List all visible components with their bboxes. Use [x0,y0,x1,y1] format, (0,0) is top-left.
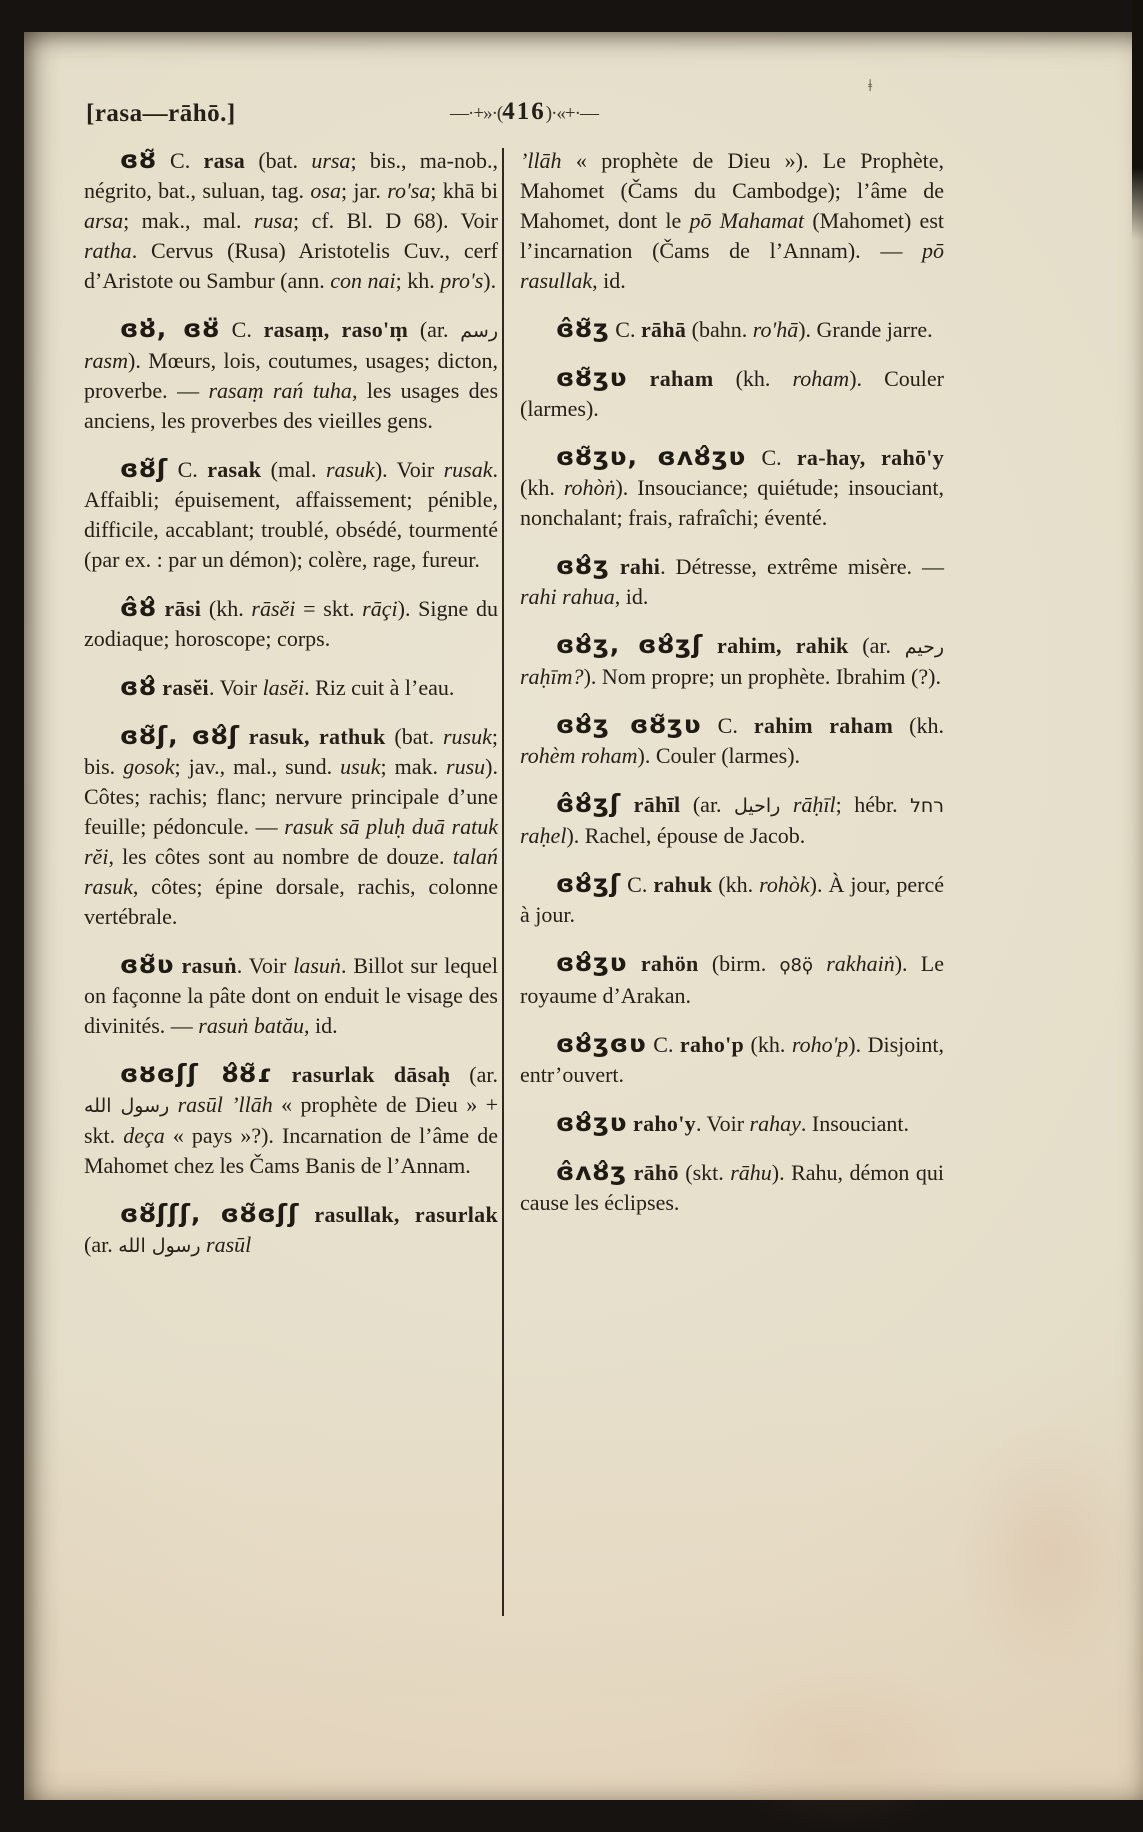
cham-script: ɞȣ̂ʒ [556,551,610,580]
page-stain [714,1662,974,1832]
dictionary-entry [84,594,498,654]
foreign-term: rusuk [443,724,492,749]
cham-script: ɞȣ̂ʒʋ [556,1108,628,1137]
definition-text: « pays »?). Incarnation de l’âme de Mahomet chez les Čams Banis de l’Annam. [84,1123,498,1178]
dictionary-entry [84,722,498,932]
left-column [84,146,498,1280]
foreign-term: rāsĕi [251,596,296,621]
headword: raham [649,366,714,391]
arabic-script: رسم [460,320,498,342]
foreign-term: rohèm roham [520,743,638,768]
definition-text: ). Rahu, démon qui cause les éclipses. [520,1160,944,1215]
foreign-term: rakhaiṅ [826,951,895,976]
photo-edge-shadow [1132,0,1143,240]
headword: raho'y [633,1111,696,1136]
page-number-ornament [374,98,674,126]
definition-text: ; bis., ma-nob., négrito, bat., suluan, tag. [84,148,498,203]
definition-text: ; hébr. [835,792,911,817]
column-divider-rule [502,148,504,1616]
definition-text: . Voir [695,1111,750,1136]
dictionary-entry [520,870,944,930]
foreign-term: lasuṅ [293,953,341,978]
headword: rahön [640,951,699,976]
dictionary-entry [520,790,944,851]
definition-text: , id. [592,268,626,293]
foreign-term: roho'p [791,1032,849,1057]
definition-text: (ar. [450,1062,498,1087]
dictionary-entry [84,673,498,703]
foreign-term: arsa [84,208,124,233]
definition-text: C. [646,1032,680,1057]
definition-text: ). Insouciance; quiétude; insouciant, nonchalant; frais, rafraîchi; éventé. [520,475,944,530]
definition-text: C. [701,713,754,738]
foreign-term: rasūl [206,1232,252,1257]
ornament-left: —·+»·( [450,103,503,124]
definition-text: (ar. [84,1232,119,1257]
definition-text [703,633,717,658]
foreign-term: rasūl ’llāh [177,1092,273,1117]
definition-text: . Cervus (Rusa) Aristotelis Cuv., cerf d’Aristote ou Sambur (ann. [84,238,498,293]
headword: ra-hay, rahō'y [796,445,944,470]
headword: rasa [203,148,246,173]
definition-text: ; mak., mal. [123,208,254,233]
definition-text: C. [168,457,208,482]
definition-text: ). Côtes; rachis; flanc; nervure principale d’une feuille; pédoncule. — [84,754,498,839]
definition-text: ; kh. [395,268,441,293]
definition-text: (bat. [385,724,443,749]
definition-text: , id. [614,584,649,609]
headword: rāhō [633,1160,679,1185]
headword: rasuk, rathuk [248,724,386,749]
definition-text: C. [219,317,264,342]
book-page [24,32,1143,1800]
cham-script: ɞȣ̃ʋ [120,950,175,979]
foreign-term: rahi rahua [520,584,615,609]
foreign-term: deça [123,1123,165,1148]
dictionary-entry [520,949,944,1011]
cham-script: ɞȣ̃ [120,145,157,174]
cham-script: ɞ̂ȣ̂ [120,593,157,622]
arabic-script: رحيم [904,636,945,658]
foreign-term: ro'sa [387,178,431,203]
foreign-term: rohòk [759,872,810,897]
dictionary-entry [520,1109,944,1139]
definition-text: ). Le royaume d’Arakan. [520,951,945,1008]
definition-text: ; mak. [380,754,447,779]
foreign-term: rasaṃ rań tuha [208,378,352,403]
foreign-term: rohòṅ [563,475,616,500]
definition-text: ). Nom propre; un prophète. Ibrahim (?). [583,664,941,689]
dictionary-entry [520,146,944,296]
hebrew-script: רחל [910,795,945,817]
definition-text: (kh. [520,475,564,500]
definition-text: . Voir [208,675,263,700]
definition-text [299,1202,314,1227]
definition-text: (kh. [893,713,944,738]
foreign-term: rusa [253,208,294,233]
headword: rasĕi [162,675,209,700]
definition-text [628,366,650,391]
foreign-term: lasĕi [262,675,305,700]
cham-script: ɞȣ̂ʒɞʋ [556,1029,647,1058]
foreign-term: roham [792,366,850,391]
dictionary-entry [84,1060,498,1181]
cham-script: ɞȣɞʃʃ ȣ̂ȣ̃ɾ [120,1059,273,1088]
definition-text: ). Disjoint, entr’ouvert. [520,1032,944,1087]
definition-text: = skt. [295,596,363,621]
foreign-term: raḥīm? [520,664,584,689]
foreign-term: pō Mahamat [689,208,805,233]
definition-text [610,554,620,579]
definition-text: ; khā bi [430,178,498,203]
definition-text: . Insouciant. [800,1111,910,1136]
foreign-term: rāḥīl [792,792,836,817]
cham-script: ɞȣ̃ʃ [120,454,169,483]
dictionary-entry [520,631,944,692]
definition-text: (ar. [408,317,461,342]
definition-text: (kh. [713,366,793,391]
foreign-term: talań rasuk [84,844,498,899]
headword: rāhīl [633,792,681,817]
cham-script: ɞ̂ȣ̂ʒʃ [556,789,622,818]
page-stain [954,1422,1143,1682]
cham-script: ɞȣ̂ʒ ɞȣ̃ʒʋ [556,710,702,739]
definition-text: ). Voir [374,457,444,482]
definition-text: ). Signe du zodiaque; horoscope; corps. [84,596,499,651]
definition-text: (kh. [712,872,760,897]
definition-text: ; bis. [84,724,499,779]
headword: rāhā [640,317,687,342]
cham-script: ɞȣ̇, ɞȣ̈ [120,314,220,343]
arabic-script: رسول الله [118,1235,201,1257]
headword: rasurlak dāsaḥ [291,1062,451,1087]
definition-text: « prophète de Dieu »). Le Prophète, Mahomet (Čams du Cambodge); l’âme de Mahomet, dont le [520,148,944,233]
headword: rahim, rahik [717,633,849,658]
headword: rasaṃ, raso'ṃ [263,317,409,342]
definition-text: . Riz cuit à l’eau. [304,675,455,700]
dictionary-entry [84,951,498,1041]
headword: rasuṅ [181,953,237,978]
ornament-right: )·«+·— [545,103,598,124]
foreign-term: osa [310,178,341,203]
definition-text: (bahn. [686,317,753,342]
definition-text: ). Couler (larmes). [637,743,801,768]
definition-text: ). [483,268,497,293]
cham-script: ɞȣ̃ʒʋ, ɞʌȣ̂ʒʋ [556,442,747,471]
definition-text: (kh. [744,1032,792,1057]
definition-text [813,951,826,976]
definition-text [157,596,165,621]
headword: raho'p [679,1032,745,1057]
definition-text: ; jav., mal., sund. [174,754,341,779]
dictionary-entry [520,552,944,612]
foreign-term: ratha [84,238,132,263]
cham-script: ɞ̂ʌȣ̂ʒ [556,1157,628,1186]
definition-text: . Billot sur lequel on façonne la pâte dont on enduit le visage des divinités. — [84,953,499,1038]
foreign-term: rasuk sā pluḥ duā ratuk rĕi [84,814,498,869]
dictionary-entry [520,315,944,345]
definition-text: . Affaibli; épuisement, affaissement; pénible, difficile, accablant; troublé, obsédé, tourmenté (par ex. : par un démon); colère, rage, fureur. [84,457,498,572]
definition-text: ). Grande jarre. [798,317,933,342]
dictionary-entry [520,1158,944,1218]
dictionary-entry [520,364,944,424]
foreign-term: ursa [311,148,351,173]
definition-text [780,792,792,817]
cham-script: ɞȣ̃ʃʃʃ, ɞȣ̃ɞʃʃ [120,1199,300,1228]
foreign-term: rasm [84,348,129,373]
headword: rahi [619,554,661,579]
definition-text: (ar. [848,633,905,658]
arabic-script: راحيل [734,795,781,817]
foreign-term: rusak [443,457,493,482]
foreign-term: ’llāh [520,148,562,173]
definition-text: (ar. [680,792,735,817]
foreign-term: pō rasullak [520,238,944,293]
foreign-term: rāhu [730,1160,772,1185]
dictionary-entry [84,315,498,436]
definition-text: , côtes; épine dorsale, rachis, colonne vertébrale. [84,874,498,929]
cham-script: ɞȣ̂ʒ, ɞȣ̂ʒʃ [556,630,704,659]
burmese-script: ϙ8ϙ̈ [779,955,813,976]
definition-text: ). Couler (larmes). [520,366,945,421]
dictionary-entry [520,1030,944,1090]
definition-text [273,1062,292,1087]
cham-script: ɞȣ̂ [120,672,157,701]
running-head-range: [rasa—rāhō.] [86,100,236,127]
headword: rasak [207,457,262,482]
definition-text: C. [621,872,654,897]
foreign-term: pro's [440,268,484,293]
cham-script: ɞȣ̂ʒʃ [556,869,622,898]
arabic-script: رسول الله [84,1095,170,1117]
headword: rahim raham [753,713,894,738]
dictionary-entry [520,711,944,771]
definition-text: (bat. [245,148,312,173]
headword: rāsi [164,596,202,621]
page-number: 416 [502,98,546,125]
definition-text: . Voir [236,953,294,978]
definition-text: (mal. [261,457,326,482]
definition-text [240,724,249,749]
definition-text [169,1092,177,1117]
foreign-term: gosok [123,754,175,779]
definition-text: « prophète de Dieu » + skt. [84,1092,498,1148]
definition-text: (kh. [201,596,252,621]
foreign-term: raḥel [520,823,567,848]
definition-text: ; jar. [340,178,388,203]
headword: rahuk [653,872,713,897]
definition-text: C. [609,317,641,342]
definition-text: , les côtes sont au nombre de douze. [108,844,453,869]
dictionary-entry [84,1200,498,1261]
cham-script: ɞȣ̃ʃ, ɞȣ̂ʃ [120,721,240,750]
cham-script: ɞȣ̃ʒʋ [556,363,628,392]
definition-text: ; cf. Bl. D 68). Voir [293,208,498,233]
dictionary-entry [520,443,944,533]
headword: rasullak, rasurlak [314,1202,499,1227]
definition-text: , id. [304,1013,338,1038]
ink-mark: ǂ [868,76,873,95]
foreign-term: con nai [330,268,396,293]
definition-text: ). Rachel, épouse de Jacob. [566,823,806,848]
right-column [520,146,944,1237]
cham-script: ɞȣ̂ʒʋ [556,948,628,977]
foreign-term: rasuṅ batău [198,1013,305,1038]
definition-text: C. [746,445,797,470]
dictionary-entry [84,455,498,575]
definition-text: . Détresse, extrême misère. — [660,554,945,579]
foreign-term: rahay [749,1111,801,1136]
cham-script: ɞ̂ȣ̃ʒ [556,314,610,343]
definition-text [628,951,641,976]
foreign-term: ro'hā [752,317,799,342]
foreign-term: usuk [340,754,381,779]
definition-text: ). Mœurs, lois, coutumes, usages; dicton, proverbe. — [84,348,498,403]
definition-text: ). À jour, percé à jour. [520,872,944,927]
foreign-term: rāçi [362,596,398,621]
definition-text: (skt. [678,1160,731,1185]
definition-text: (birm. [698,951,780,976]
foreign-term: rusu [446,754,486,779]
definition-text: (Mahomet) est l’incarnation (Čams de l’Annam). — [520,208,944,263]
definition-text [621,792,633,817]
definition-text: , les usages des anciens, les proverbes des vieilles gens. [84,378,499,433]
dictionary-entry [84,146,498,296]
definition-text: C. [156,148,204,173]
foreign-term: rasuk [325,457,375,482]
